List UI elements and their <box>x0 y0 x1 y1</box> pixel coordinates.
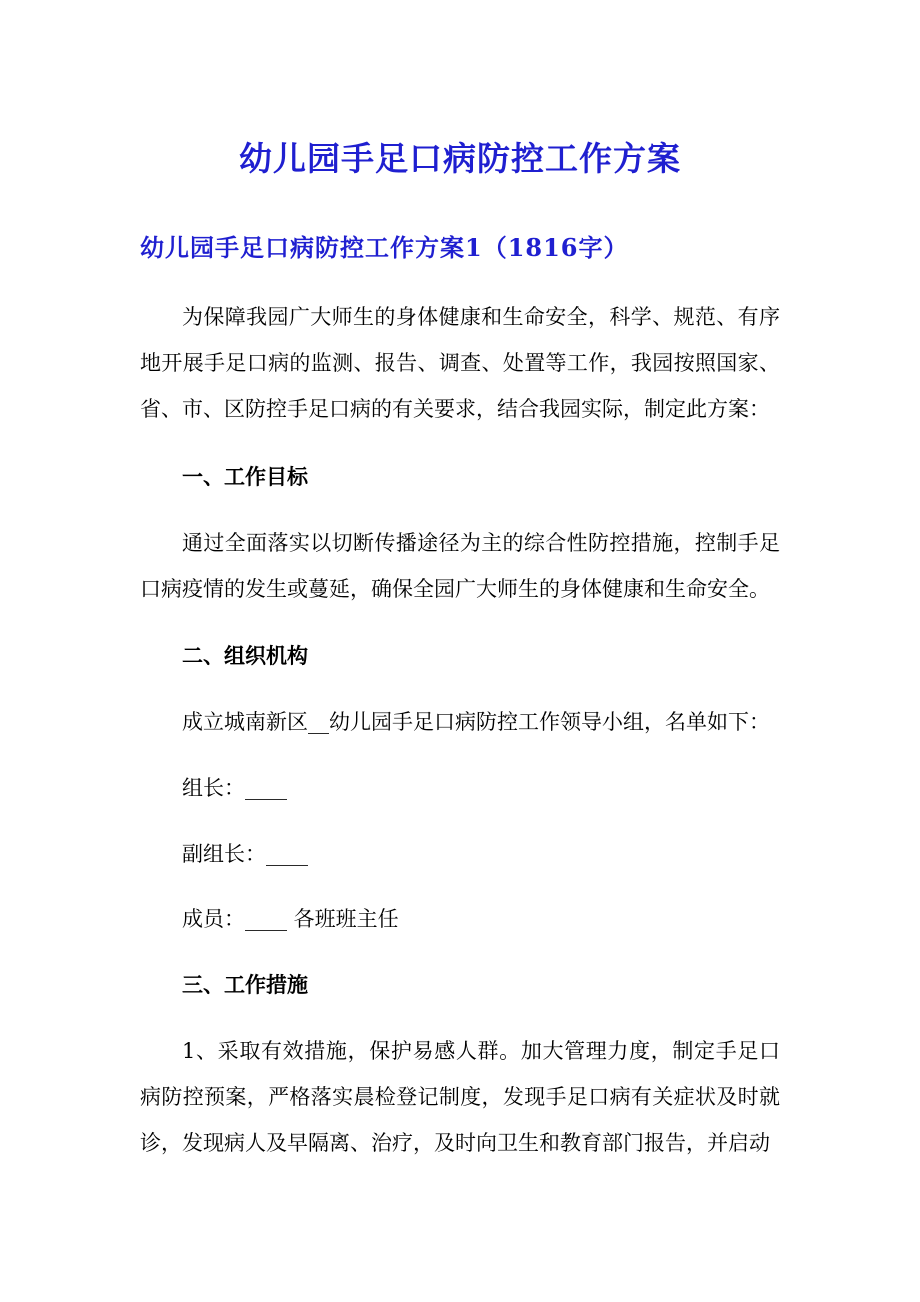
goal-paragraph: 通过全面落实以切断传播途径为主的综合性防控措施，控制手足口病疫情的发生或蔓延，确保全园广大师生的身体健康和生命安全。 <box>140 531 780 601</box>
members-line: 成员：____ 各班班主任 <box>182 907 399 931</box>
section-title: 幼儿园手足口病防控工作方案1（1816字） <box>140 233 629 262</box>
measure-1-paragraph: 1、采取有效措施，保护易感人群。加大管理力度，制定手足口病防控预案，严格落实晨检登记制度，发现手足口病有关症状及时就诊，发现病人及早隔离、治疗，及时向卫生和教育部门报告，并启动 <box>140 1039 780 1155</box>
leader-line: 组长：____ <box>182 776 287 800</box>
heading-work-measures: 三、工作措施 <box>182 972 308 997</box>
intro-paragraph: 为保障我园广大师生的身体健康和生命安全，科学、规范、有序地开展手足口病的监测、报告、调查、处置等工作，我园按照国家、省、市、区防控手足口病的有关要求，结合我园实际，制定此方案： <box>140 305 780 421</box>
heading-organization: 二、组织机构 <box>182 643 308 668</box>
deputy-leader-line: 副组长：____ <box>182 842 308 866</box>
document-title: 幼儿园手足口病防控工作方案 <box>239 139 681 178</box>
heading-work-goal: 一、工作目标 <box>182 464 308 489</box>
org-intro-line: 成立城南新区__幼儿园手足口病防控工作领导小组，名单如下： <box>182 710 770 734</box>
